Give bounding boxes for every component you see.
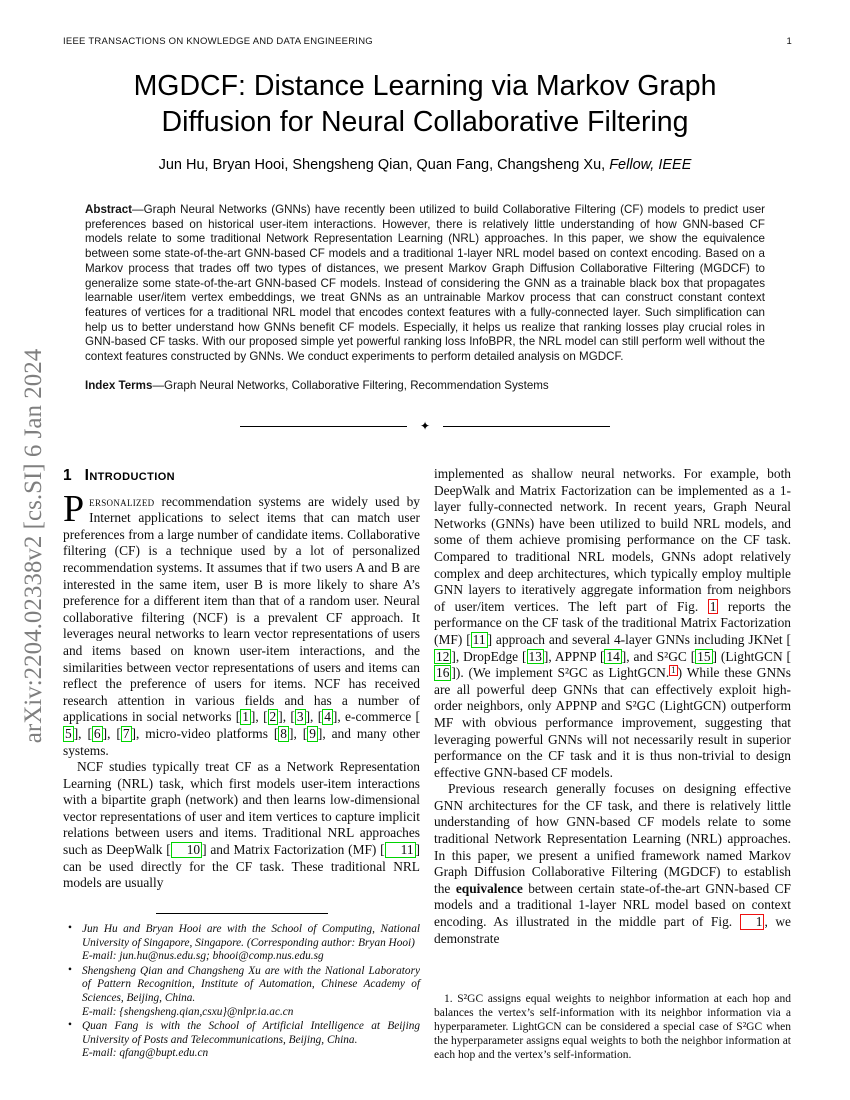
footnote-text: Jun Hu and Bryan Hooi are with the School of Computing, National University of Singapore, Singapore. (Corresponding author: Bryan Hooi) [82,923,420,949]
citation-link[interactable]: 11 [472,631,486,647]
section-heading-introduction [63,468,420,485]
citation-link[interactable]: 14 [606,648,620,664]
page-number: 1 [786,36,792,47]
citation-link[interactable]: 10 [171,842,202,858]
text-segment: equivalence [455,880,523,896]
two-column-body [63,466,792,1062]
numeric-footnote: 1. S²GC assigns equal weights to neighbor information at each hop and balances the vertex’s self-information with its neighbor information via a hyperparameter. LightGCN can be considered a special case of S²GC when the hyperparameter assigns equal weights to both the neighbor information at each hop and the vertex’s self-information. [434,993,791,1061]
abstract-text: —Graph Neural Networks (GNNs) have recently been utilized to build Collaborative Filtering (CF) models to predict user preferences based on historical user-item interactions. However, there is relatively little understanding of how GNN-based CF models relate to some traditional Network Representation Learning (NRL) approaches. In this paper, we show the equivalence between some state-of-the-art GNN-based CF models and a traditional 1-layer NRL model based on context encoding. Based on a Markov process that trades off two types of distances, we present Markov Graph Diffusion Collaborative Filtering (MGDCF) to generalize some state-of-the-art GNN-based CF models. Instead of considering the GNN as a trainable black box that propagates learnable user/item vertex embeddings, we treat GNNs as an untrainable Markov process that can construct constant context features of vertices for a traditional NRL model that encodes context features with a fully-connected layer. Such simplification can help us to better understand how GNNs benefit CF models. Especially, it helps us realize that ranking losses play crucial roles in GNN-based CF tasks. With our proposed simple yet powerful ranking loss InfoBPR, the NRL model can still perform well without the context features constructed by GNNs. We conduct experiments to perform detailed analysis on MGDCF. [85,203,765,364]
footnote-email: E-mail: qfang@bupt.edu.cn [82,1047,209,1060]
authors-line [0,157,850,173]
citation-link[interactable]: 2 [269,709,277,725]
column-right [434,466,791,1062]
citation-link[interactable]: 15 [697,648,711,664]
index-terms-text: —Graph Neural Networks, Collaborative Filtering, Recommendation Systems [152,379,549,392]
paragraph: Previous research generally focuses on designing effective GNN architectures for the CF task, and there is relatively little understanding of how GNN-based CF models relate to some traditional Network Representation Learning (NRL) approaches. In this paper, we present a unified framework named Markov Graph Diffusion Collaborative Filtering (MGDCF) to establish the equivalence between certain state-of-the-art GNN-based CF models and a traditional 1-layer NRL model based on context encoding. As illustrated in the middle part of Fig. 1 , we demonstrate [434,781,792,946]
index-terms-label: Index Terms [85,379,153,392]
citation-link[interactable]: 8 [280,725,287,741]
citation-link[interactable]: 6 [93,725,101,741]
section-divider [0,420,850,432]
footnote-ref-link[interactable]: 1 [671,665,676,676]
diamond-icon: ✦ [419,419,431,433]
footnote-text: Shengsheng Qian and Changsheng Xu are with the National Laboratory of Pattern Recognition, Institute of Automation, Chinese Academy of Sciences, Beijing, China. [82,964,420,1005]
author-fellow-designation: Fellow, IEEE [609,157,692,173]
citation-link[interactable]: 1 [242,709,249,725]
abstract-section [85,203,765,365]
citation-link[interactable]: 13 [528,648,542,664]
section-number: 1 [63,467,72,484]
figure-ref-link[interactable]: 1 [740,914,765,930]
paragraph: NCF studies typically treat CF as a Network Representation Learning (NRL) task, which first models user-item interactions with a bipartite graph (network) and then learns low-dimensional vector representations of user and item vertices to capture implicit relations between users and items. Traditional NRL approaches such as DeepWalk [ 10 ] and Matrix Factorization (MF) [ 11 ] can be used directly for the CF task. These traditional NRL models are usually [63,759,421,891]
citation-link[interactable]: 16 [436,665,450,681]
abstract-label: Abstract [85,203,133,216]
citation-link[interactable]: 5 [65,725,72,741]
column-left [63,466,420,1062]
drop-cap: P [63,487,85,530]
citation-link[interactable]: 9 [309,725,316,741]
citation-link[interactable]: 3 [296,709,304,725]
journal-name: IEEE TRANSACTIONS ON KNOWLEDGE AND DATA ENGINEERING [63,36,373,47]
bullet-icon: • [68,1019,72,1032]
author-footnotes [63,913,420,1062]
index-terms-section [85,379,765,394]
footnote-email: E-mail: jun.hu@nus.edu.sg; bhooi@comp.nus.edu.sg [82,950,324,963]
figure-ref-link[interactable]: 1 [709,598,717,614]
citation-link[interactable]: 12 [436,648,450,664]
section-label: Introduction [84,467,176,484]
divider-rule-right [443,426,610,427]
bullet-icon: • [68,963,72,976]
footnote-item [63,1020,420,1061]
text-segment: ersonalized [89,493,155,509]
paragraph: implemented as shallow neural networks. For example, both DeepWalk and Matrix Factorization can be implemented as a 1-layer fully-connected network. In recent years, Graph Neural Networks (GNNs) have been utilized to build NRL models, and some of them achieve promising performance on the CF task. Compared to traditional NRL models, GNNs adopt relatively complex and deep architectures, which typically employ multiple GNN layers to iteratively aggregate information from neighbors of user/item vertices. The left part of Fig. 1 reports the performance on the CF task of the traditional Matrix Factorization (MF) [ 11 ] approach and several 4-layer GNNs including JKNet [12 ], DropEdge [ 13 ], APPNP [ 14 ], and S²GC [ 15 ] (LightGCN [16 ]). (We implement S²GC as LightGCN. 1 ) While these GNNs are all powerful deep GNNs that can effectively exploit high-order neighbors, only APPNP and S²GC (LightGCN) outperform MF with obvious performance improvement, suggesting that leveraging powerful GNNs will not necessarily result in superior performance on the CF task and it is thus non-trivial to design effective GNN-based CF models. [434,466,792,780]
author-names: Jun Hu, Bryan Hooi, Shengsheng Qian, Quan Fang, Changsheng Xu, [158,157,610,173]
footnote-email: E-mail: {shengsheng.qian,csxu}@nlpr.ia.ac.cn [82,1005,294,1018]
arxiv-stamp: arXiv:2204.02338v2 [cs.SI] 6 Jan 2024 [20,348,47,744]
citation-link[interactable]: 7 [122,725,130,741]
bullet-icon: • [68,922,72,935]
citation-link[interactable]: 4 [324,709,331,725]
divider-rule-left [240,426,407,427]
footnote-text: Quan Fang is with the School of Artificial Intelligence at Beijing University of Posts and Telecommunications, Beijing, China. [82,1020,420,1046]
footnote-item [63,965,420,1019]
footnote-item [63,923,420,964]
citation-link[interactable]: 11 [385,842,416,858]
footnote-rule [156,913,328,914]
paper-title: MGDCF: Distance Learning via Markov Graph Diffusion for Neural Collaborative Filtering [133,70,717,138]
paragraph: Personalized recommendation systems are widely used by Internet applications to select items that can match user preferences from a large number of candidate items. Collaborative filtering (CF) is a technique used by a lot of personalized recommendation systems. It assumes that if two users A and B are interested in the same item, user B is more likely to share A’s preference for a different item than that of a random user. Neural collaborative filtering (NCF) is a prevalent CF approach. It leverages neural networks to learn vector representations of users and items based on known user-item interactions, and the similarities between vector representations of users and items can reflect the preference of users for items. NCF has received research attention in various fields and has a number of applications in social networks [ 1 ], [ 2 ], [ 3 ], [ 4 ], e-commerce [5 ], [ 6 ], [ 7 ], micro-video platforms [ 8 ], [ 9 ], and many other systems. [63,487,421,758]
footnote-list [63,923,420,1061]
running-header [63,36,792,47]
